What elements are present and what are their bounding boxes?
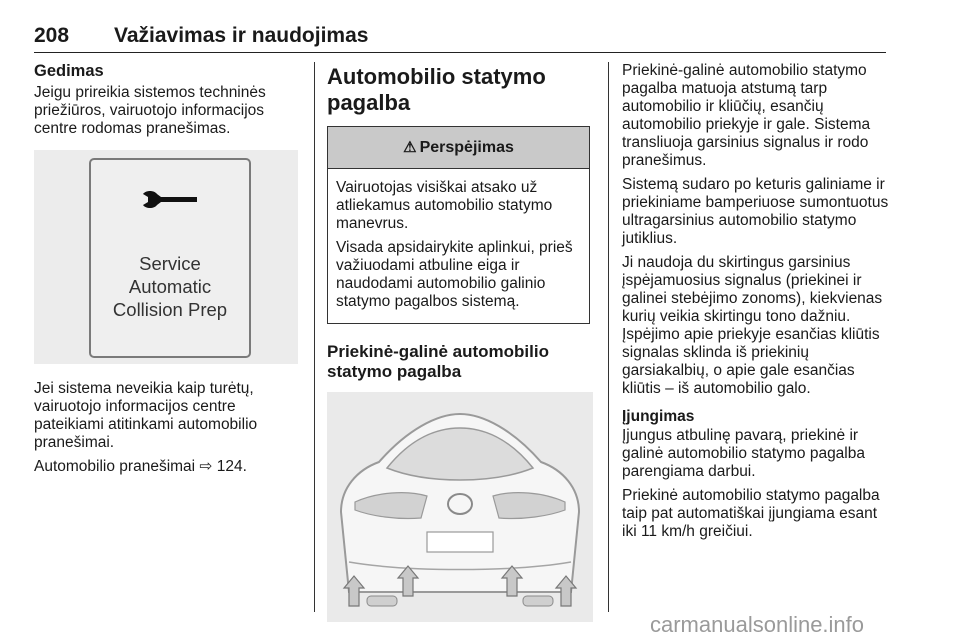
- paragraph: Vairuotojas visiškai atsako už atliekamus automobilio statymo manevrus.: [336, 179, 553, 232]
- warning-triangle-icon: ⚠: [403, 138, 417, 156]
- warning-header: [328, 127, 589, 169]
- service-line: Collision Prep: [112, 299, 228, 320]
- page-header: [34, 18, 886, 53]
- service-line: Automatic: [128, 276, 212, 297]
- section-heading-activation: Įjungimas: [622, 408, 695, 425]
- display-panel: [89, 158, 251, 358]
- column-divider: [314, 62, 315, 612]
- car-rear-illustration: [327, 392, 593, 622]
- cross-reference[interactable]: Automobilio pranešimai ⇨ 124.: [34, 458, 247, 475]
- page-number: 208: [34, 24, 70, 47]
- wrench-icon: [141, 188, 199, 212]
- section-heading-fault: Gedimas: [34, 62, 104, 80]
- paragraph: Jeigu prireikia sistemos techninės priežiūros, vairuotojo informacijos centre rodomas pranešimas.: [34, 84, 266, 137]
- warning-body: [328, 169, 589, 323]
- column-divider: [608, 62, 609, 612]
- paragraph: Priekinė automobilio statymo pagalba taip pat automatiškai įjungiama esant iki 11 km/h greičiui.: [622, 487, 880, 540]
- paragraph: Priekinė-galinė automobilio statymo pagalba matuoja atstumą tarp automobilio ir kliūčių, esančių automobilio priekyje ir gale. Sistema transliuoja garsinius signalus ir rodo pranešimus.: [622, 62, 871, 169]
- service-line: Service: [139, 253, 201, 274]
- chapter-title: Važiavimas ir naudojimas: [114, 24, 369, 47]
- subsection-heading: Priekinė-galinė automobilio statymo pagalba: [327, 342, 549, 381]
- warning-title: Perspėjimas: [419, 138, 514, 156]
- warning-box: [327, 126, 590, 324]
- paragraph: Ji naudoja du skirtingus garsinius įspėjamuosius signalus (priekinei ir galinei stebėjimo zonoms), kiekvienas kurių veikia skirtingu tono dažniu. Įspėjimo apie priekyje esančias kliūtis signalas sklinda iš priekinių garsiakalbių, o apie gale esančias kliūtis – iš automobilio galo.: [622, 254, 883, 397]
- column-middle: [327, 62, 592, 622]
- service-message-illustration: [34, 150, 298, 364]
- paragraph: Jei sistema neveikia kaip turėtų, vairuotojo informacijos centre pateikiami atitinkami automobilio pranešimai.: [34, 380, 258, 451]
- column-right: [622, 62, 890, 547]
- paragraph: Įjungus atbulinę pavarą, priekinė ir galinė automobilio statymo pagalba parengiama darbui.: [622, 427, 865, 480]
- paragraph: Sistemą sudaro po keturis galiniame ir priekiniame bamperiuose sumontuotus ultragarsinius automobilio statymo jutiklius.: [622, 176, 889, 247]
- service-message-text: [91, 252, 249, 321]
- watermark: carmanualsonline.info: [650, 612, 865, 637]
- car-rear-drawing: [327, 392, 593, 622]
- column-left: [34, 62, 302, 482]
- section-heading-parking-assist: Automobilio statymo pagalba: [327, 64, 546, 115]
- paragraph: Visada apsidairykite aplinkui, prieš važiuodami atbuline eiga ir naudodami automobilio galinio statymo pagalbos sistemą.: [336, 239, 573, 310]
